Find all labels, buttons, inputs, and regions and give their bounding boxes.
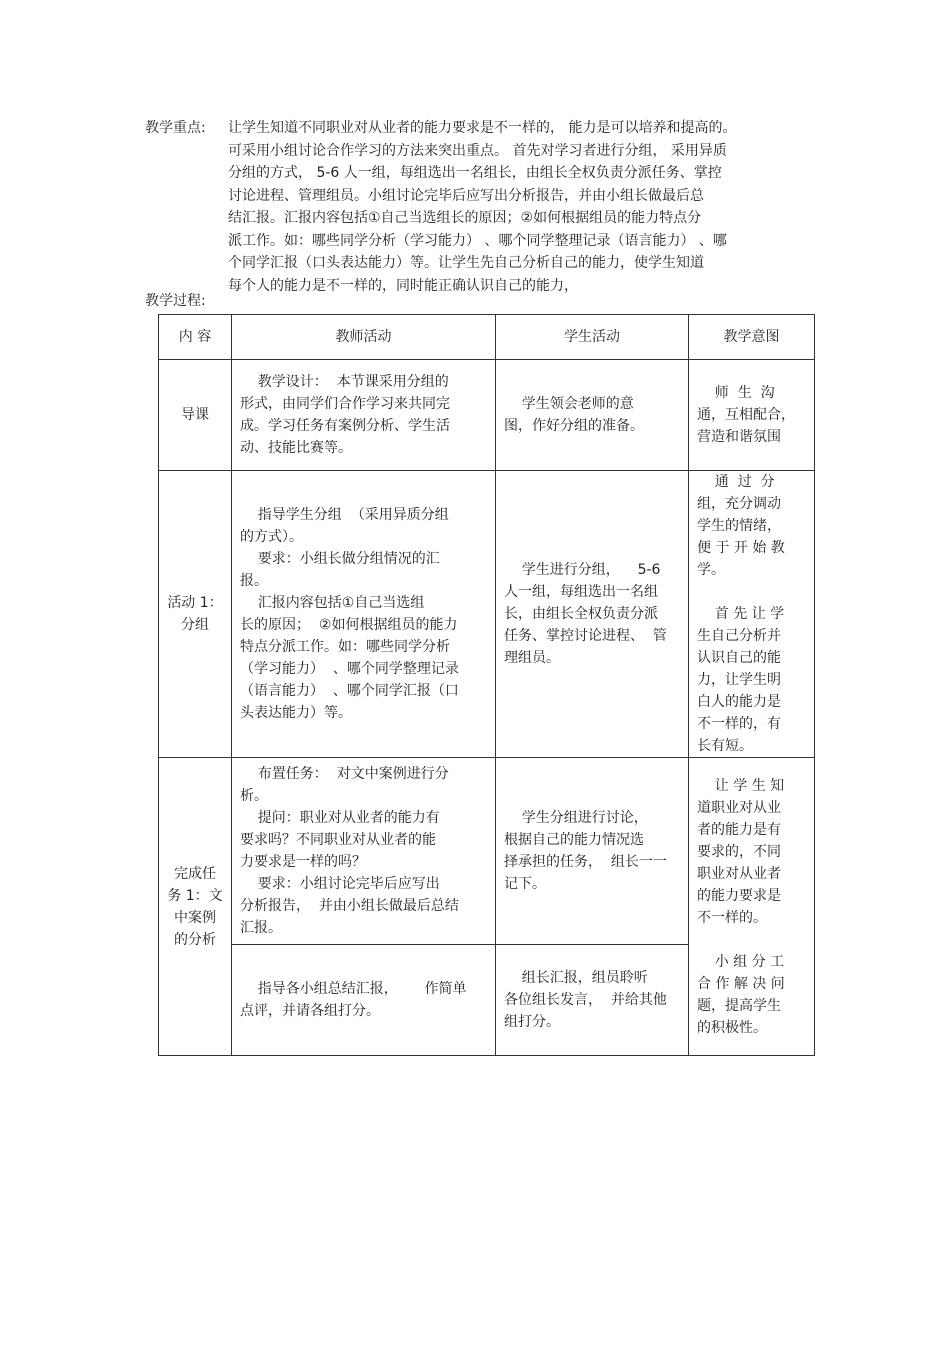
cell-line: 任务、掌控讨论进程、 管 <box>504 628 667 644</box>
content-cell-task1 <box>159 758 232 1056</box>
cell-line: 成。学习任务有案例分析、学生活 <box>240 418 450 434</box>
cell-line: 的能力要求是 <box>697 887 781 904</box>
content-cell-activity1 <box>159 471 232 758</box>
cell-line: 学。 <box>697 562 725 578</box>
cell-line: 学生领会老师的意 <box>504 396 634 412</box>
student-cell-activity1 <box>496 471 689 758</box>
cell-line: 完成任 <box>174 865 216 882</box>
focus-line: 结汇报。汇报内容包括①自己当选组长的原因；②如何根据组员的能力特点分 <box>228 210 702 226</box>
focus-line: 讨论进程、管理组员。小组讨论完毕后应写出分析报告，并由小组长做最后总 <box>228 187 704 204</box>
cell-line: 中案例 <box>174 909 216 926</box>
intent-cell-task1 <box>689 758 815 1056</box>
cell-line: 汇报。 <box>240 920 282 936</box>
cell-line: 指导各小组总结汇报， 作简单 <box>240 981 467 997</box>
cell-line: 根据自己的能力情况选 <box>504 832 644 848</box>
cell-line: 长，由组长全权负责分派 <box>504 606 658 622</box>
cell-line: 人一组，每组选出一名组 <box>504 584 658 600</box>
focus-line: 让学生知道不同职业对从业者的能力要求是不一样的， 能力是可以培养和提高的。 <box>228 120 737 136</box>
focus-line: 分组的方式， 5-6 人一组，每组选出一名组长，由组长全权负责分派任务、掌控 <box>228 165 722 181</box>
focus-line: 每个人的能力是不一样的，同时能正确认识自己的能力， <box>228 277 578 294</box>
cell-line: 组长汇报，组员聆听 <box>504 970 648 986</box>
intent-cell-intro <box>689 360 815 471</box>
cell-line: 学生的情绪， <box>697 518 781 534</box>
cell-line: 各位组长发言， 并给其他 <box>504 992 667 1008</box>
focus-line: 个同学汇报（口头表达能力）等。让学生先自己分析自己的能力，使学生知道 <box>228 255 704 271</box>
cell-line: 者的能力是有 <box>697 821 781 838</box>
cell-line: 通，互相配合， <box>697 407 795 423</box>
cell-line: 分析报告， 并由小组长做最后总结 <box>240 898 459 914</box>
cell-line: 汇报内容包括①自己当选组 <box>240 595 425 611</box>
cell-line: 通 过 分 <box>697 474 775 490</box>
table-row-intro <box>159 360 815 471</box>
teacher-cell-task1-report <box>232 945 496 1056</box>
cell-line: 道职业对从业 <box>697 799 781 816</box>
cell-line: 学生进行分组， 5-6 <box>504 562 661 578</box>
cell-line: 让 学 生 知 <box>697 777 785 794</box>
cell-line: 不一样的。 <box>697 909 767 926</box>
cell-line: （语言能力） 、哪个同学汇报（口 <box>240 683 459 699</box>
cell-line: 组，充分调动 <box>697 496 781 512</box>
cell-line: 小 组 分 工 <box>697 953 785 970</box>
cell-line: 要求：小组讨论完毕后应写出 <box>240 876 440 892</box>
teaching-process-label: 教学过程: <box>145 293 206 309</box>
focus-line: 可采用小组讨论合作学习的方法来突出重点。 首先对学习者进行分组， 采用异质 <box>228 142 727 159</box>
cell-line: 师 生 沟 <box>697 385 775 401</box>
student-cell-intro <box>496 360 689 471</box>
table-row-activity1 <box>159 471 815 758</box>
cell-line: 生自己分析并 <box>697 628 781 644</box>
header-teaching-intent: 教学意图 <box>689 315 815 360</box>
cell-line: 首 先 让 学 <box>697 606 785 622</box>
cell-line: 长的原因； ②如何根据组员的能力 <box>240 617 458 633</box>
table-header-row <box>159 315 815 360</box>
cell-line: 务 1：文 <box>167 887 223 904</box>
cell-line: 形式，由同学们合作学习来共同完 <box>240 396 450 412</box>
cell-line: 营造和谐氛围 <box>697 429 781 445</box>
teaching-focus-label: 教学重点: <box>145 120 206 136</box>
teaching-focus-text <box>228 117 736 297</box>
cell-line: 不一样的，有 <box>697 716 781 732</box>
cell-line: 提问：职业对从业者的能力有 <box>240 810 440 826</box>
teacher-cell-task1-assign <box>232 758 496 945</box>
header-student-activity: 学生活动 <box>496 315 689 360</box>
cell-line: 力要求是一样的吗？ <box>240 854 366 870</box>
cell-line: 组打分。 <box>504 1014 560 1030</box>
cell-line: 图，作好分组的准备。 <box>504 418 644 434</box>
cell-line: 动、技能比赛等。 <box>240 440 352 456</box>
cell-line: 便 于 开 始 教 <box>697 540 785 556</box>
cell-line: 长有短。 <box>697 738 753 754</box>
cell-line: 合 作 解 决 问 <box>697 975 785 992</box>
cell-line: 活动 1： <box>167 595 223 611</box>
cell-line: 力，让学生明 <box>697 672 781 688</box>
cell-line: 布置任务： 对文中案例进行分 <box>240 766 449 782</box>
cell-line: 教学设计： 本节课采用分组的 <box>240 374 449 390</box>
header-content: 内 容 <box>159 315 232 360</box>
cell-line: 认识自己的能 <box>697 650 781 666</box>
cell-line: 的分析 <box>174 931 216 948</box>
cell-line: 要求的，不同 <box>697 843 781 860</box>
cell-line: 白人的能力是 <box>697 694 781 710</box>
cell-line: 择承担的任务， 组长一一 <box>504 854 667 870</box>
cell-line: 的积极性。 <box>697 1019 767 1036</box>
teacher-cell-intro <box>232 360 496 471</box>
cell-line: 记下。 <box>504 876 546 892</box>
cell-line: 析。 <box>240 788 268 804</box>
content-cell-intro: 导课 <box>159 360 232 471</box>
cell-line: 头表达能力）等。 <box>240 705 352 721</box>
cell-line: 报。 <box>240 573 268 589</box>
student-cell-task1-discuss <box>496 758 689 945</box>
cell-line: 题，提高学生 <box>697 997 781 1014</box>
lesson-plan-table <box>158 314 815 1056</box>
cell-line <box>697 929 806 951</box>
teacher-cell-activity1 <box>232 471 496 758</box>
cell-line: 的方式）。 <box>240 529 303 545</box>
cell-line: 指导学生分组 （采用异质分组 <box>240 507 449 523</box>
cell-line: 学生分组进行讨论， <box>504 810 648 826</box>
cell-line: 点评，并请各组打分。 <box>240 1003 380 1019</box>
table-row-task1 <box>159 758 815 945</box>
focus-line: 派工作。如：哪些同学分析（学习能力） 、哪个同学整理记录（语言能力） 、哪 <box>228 232 727 249</box>
student-cell-task1-report <box>496 945 689 1056</box>
cell-line: 要求：小组长做分组情况的汇 <box>240 551 440 567</box>
cell-line: （学习能力） 、哪个同学整理记录 <box>240 661 459 677</box>
cell-line: 特点分派工作。如：哪些同学分析 <box>240 639 450 655</box>
cell-line <box>697 581 806 603</box>
intent-cell-activity1 <box>689 471 815 758</box>
cell-line: 分组 <box>181 617 209 633</box>
cell-line: 要求吗？不同职业对从业者的能 <box>240 832 436 848</box>
cell-line: 理组员。 <box>504 650 560 666</box>
cell-line: 职业对从业者 <box>697 865 781 882</box>
header-teacher-activity: 教师活动 <box>232 315 496 360</box>
